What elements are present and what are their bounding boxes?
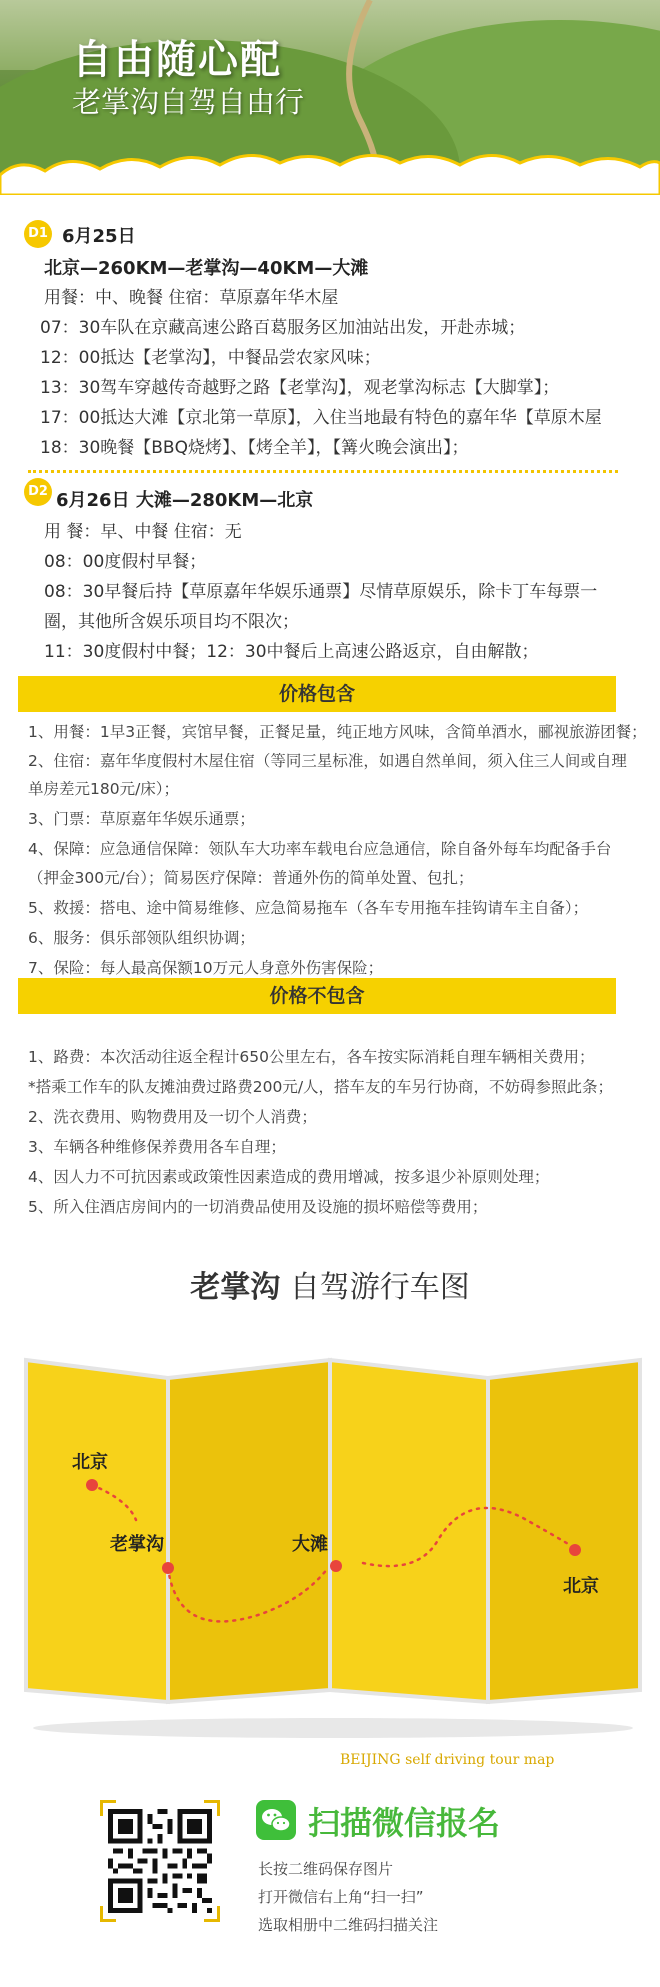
included-line: 5、救援：搭电、途中简易维修、应急简易拖车（各车专用拖车挂钩请车主自备）；: [28, 899, 589, 917]
hero-title: 自由随心配: [72, 37, 282, 83]
section-divider: [28, 470, 618, 473]
included-line: （押金300元/台）；简易医疗保障：普通外伤的简单处置、包扎；: [28, 869, 474, 887]
itinerary-line: 用餐：中、晚餐 住宿：草原嘉年华木屋: [44, 288, 339, 308]
excluded-line: 1、路费：本次活动往返全程计650公里左右，各车按实际消耗自理车辆相关费用；: [28, 1048, 595, 1066]
wechat-icon: [256, 1800, 296, 1840]
day-title: 6月26日 大滩—280KM—北京: [56, 490, 314, 511]
day-route: 北京—260KM—老掌沟—40KM—大滩: [44, 258, 369, 279]
itinerary-line: 08：00度假村早餐；: [44, 552, 207, 572]
map-title: [0, 1262, 660, 1306]
itinerary-line: 11：30度假村中餐；12：30中餐后上高速公路返京，自由解散；: [44, 642, 539, 662]
itinerary-line: 圈，其他所含娱乐项目均不限次；: [44, 612, 299, 632]
signup-hint: 选取相册中二维码扫描关注: [258, 1916, 439, 1934]
hero-subtitle: 老掌沟自驾自由行: [72, 85, 305, 119]
excluded-line: 3、车辆各种维修保养费用各车自理；: [28, 1138, 286, 1156]
included-line: 1、用餐：1早3正餐，宾馆早餐，正餐足量，纯正地方风味，含简单酒水，郦视旅游团餐；: [28, 723, 647, 741]
price-excluded-heading: 价格不包含: [18, 978, 616, 1014]
itinerary-line: 12：00抵达【老掌沟】，中餐品尝农家风味；: [40, 348, 381, 368]
included-line: 4、保障：应急通信保障：领队车大功率车载电台应急通信，除自备外每车均配备手台: [28, 840, 612, 858]
scan-wechat-signup-title: 扫描微信报名: [308, 1804, 501, 1842]
map-city-laozhanggou: 老掌沟: [110, 1534, 164, 1555]
map-title-rest: 自驾游行车图: [280, 1270, 470, 1305]
excluded-line: 5、所入住酒店房间内的一切消费品使用及设施的损坏赔偿等费用；: [28, 1198, 488, 1216]
included-line: 2、住宿：嘉年华度假村木屋住宿（等同三星标准，如遇自然单间，须入住三人间或自理: [28, 752, 627, 770]
day-badge: D2: [24, 478, 52, 506]
day-badge: D1: [24, 220, 52, 248]
itinerary-line: 17：00抵达大滩【京北第一草原】，入住当地最有特色的嘉年华【草原木屋: [40, 408, 602, 428]
hero-banner: [0, 0, 660, 195]
qr-code-frame: [100, 1800, 220, 1922]
itinerary-line: 07：30车队在京藏高速公路百葛服务区加油站出发，开赴赤城；: [40, 318, 526, 338]
excluded-line: 4、因人力不可抗因素或政策性因素造成的费用增减，按多退少补原则处理；: [28, 1168, 550, 1186]
map-caption: BEIJING self driving tour map: [340, 1752, 555, 1768]
day-date: 6月25日: [62, 226, 136, 247]
route-map: [18, 1340, 648, 1740]
signup-hint: 打开微信右上角“扫一扫”: [258, 1888, 424, 1906]
qr-code-icon[interactable]: [108, 1808, 212, 1914]
itinerary-line: 08：30早餐后持【草原嘉年华娱乐通票】尽情草原娱乐，除卡丁车每票一: [44, 582, 598, 602]
price-included-heading: 价格包含: [18, 676, 616, 712]
map-city-datan: 大滩: [292, 1534, 328, 1555]
itinerary-line: 用 餐：早、中餐 住宿：无: [44, 522, 242, 542]
included-line: 6、服务：俱乐部领队组织协调；: [28, 929, 255, 947]
itinerary-line: 18：30晚餐【BBQ烧烤】、【烤全羊】，【篝火晚会演出】；: [40, 438, 469, 458]
excluded-line: 2、洗衣费用、购物费用及一切个人消费；: [28, 1108, 317, 1126]
map-city-beijing-start: 北京: [72, 1452, 108, 1473]
signup-hint: 长按二维码保存图片: [258, 1860, 394, 1878]
included-line: 单房差元180元/床）；: [28, 780, 180, 798]
included-line: 7、保险：每人最高保额10万元人身意外伤害保险；: [28, 959, 384, 977]
map-city-beijing-end: 北京: [563, 1576, 599, 1597]
included-line: 3、门票：草原嘉年华娱乐通票；: [28, 810, 255, 828]
itinerary-line: 13：30驾车穿越传奇越野之路【老掌沟】，观老掌沟标志【大脚掌】；: [40, 378, 560, 398]
excluded-line: *搭乘工作车的队友摊油费过路费200元/人，搭车友的车另行协商，不妨碍参照此条；: [28, 1078, 614, 1096]
map-title-bold: 老掌沟: [190, 1270, 281, 1305]
hero-scallop-edge: [0, 145, 660, 195]
